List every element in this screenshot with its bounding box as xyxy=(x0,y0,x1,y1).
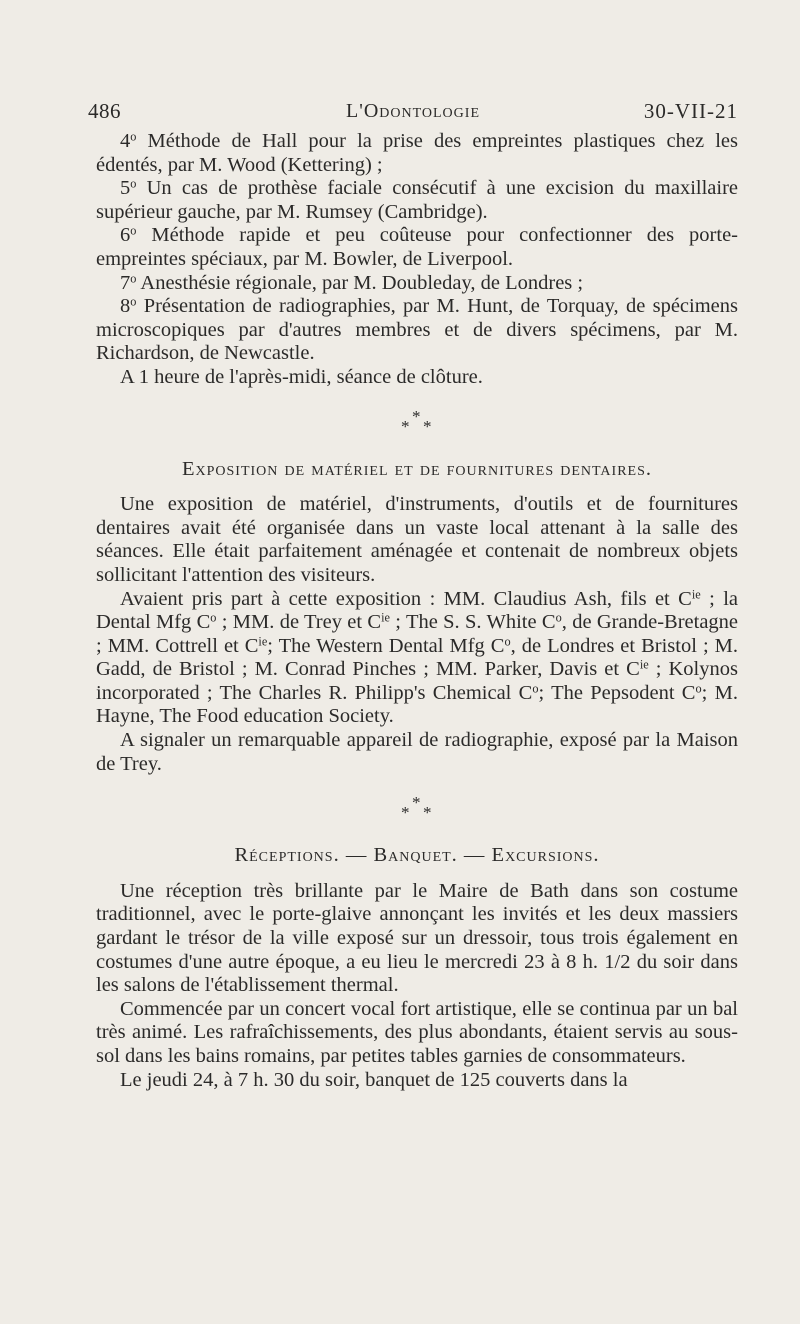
asterism-separator xyxy=(96,788,738,836)
page-body xyxy=(96,130,738,1092)
issue-date: 30-VII-21 xyxy=(643,99,738,123)
list-item xyxy=(96,295,738,366)
item-text: Anesthésie régionale, par M. Doubleday, de Londres ; xyxy=(136,271,584,294)
closing-line: A 1 heure de l'après-midi, séance de clôture. xyxy=(120,365,483,388)
item-text: Méthode de Hall pour la prise des empreintes plastiques chez les édentés, par M. Wood (Kettering) ; xyxy=(96,130,738,176)
paragraph: Une exposition de matériel, d'instruments, d'outils et de fournitures dentaires avait été organisée dans un vaste local attenant à la salle des séances. Elle était parfaitement aménagée et contenait de nombreux objets sollicitant l'attention des visiteurs. xyxy=(96,493,738,586)
asterisk: * xyxy=(423,803,432,823)
item-number: 4 xyxy=(120,130,131,152)
item-number: 6 xyxy=(120,224,131,247)
list-item xyxy=(96,224,738,271)
list-item xyxy=(96,177,738,224)
item-number: 8 xyxy=(120,295,131,318)
list-item xyxy=(96,272,738,296)
running-header xyxy=(88,96,738,126)
journal-title: L'Odontologie xyxy=(346,100,480,122)
ordinal-mark: o xyxy=(130,270,137,285)
asterisk: * xyxy=(401,416,410,436)
asterisk: * xyxy=(423,416,432,436)
item-number: 5 xyxy=(120,177,131,200)
item-text: Méthode rapide et peu coûteuse pour confectionner des porte-empreintes spéciaux, par M. Bowler, de Liverpool. xyxy=(96,224,738,270)
ordinal-mark: o xyxy=(130,223,137,238)
list-item xyxy=(96,130,738,177)
ordinal-mark: o xyxy=(130,129,137,144)
page-number: 486 xyxy=(88,99,121,123)
section-heading: Réceptions. — Banquet. — Excursions. xyxy=(234,844,600,867)
paragraph: Le jeudi 24, à 7 h. 30 du soir, banquet de 125 couverts dans la xyxy=(120,1068,628,1091)
item-text: Présentation de radiographies, par M. Hunt, de Torquay, de spécimens microscopiques par d'autres membres et de divers spécimens, par M. Richardson, de Newcastle. xyxy=(96,295,738,365)
ordinal-mark: o xyxy=(130,294,137,309)
paragraph: Avaient pris part à cette exposition : MM. Claudius Ash, fils et $C^{ie}$ ; la Dental Mfg $C^o$ ; MM. de Trey et $C^{ie}$ ; The S. S. White $C^o$, de Grande-Bretagne ; MM. Cottrell et $C^{ie}$; The Western Dental Mfg $C^o$, de Londres et Bristol ; M. Gadd, de Bristol ; M. Conrad Pinches ; MM. Parker, Davis et $C^{ie}$ ; Kolynos incorporated ; The Charles R. Philipp's Chemical $C^o$; The Pepsodent $C^o$; M. Hayne, The Food education Society. xyxy=(96,586,739,728)
asterism-separator xyxy=(96,402,738,450)
item-number: 7 xyxy=(120,271,131,294)
paragraph: Une réception très brillante par le Maire de Bath dans son costume traditionnel, avec le porte-glaive annonçant les invités et les deux massiers gardant le trésor de la ville exposé sur un dressoir, tous trois également en costumes d'une autre époque, a eu lieu le mercredi 23 à 8 h. 1/2 du soir dans les salons de l'établissement thermal. xyxy=(96,879,738,997)
item-text: Un cas de prothèse faciale consécutif à une excision du maxillaire supérieur gauche, par M. Rumsey (Cambridge). xyxy=(96,177,738,223)
asterisk: * xyxy=(412,793,421,813)
section-heading: Exposition de matériel et de fournitures dentaires. xyxy=(181,457,653,480)
ordinal-mark: o xyxy=(130,176,137,191)
paragraph: Commencée par un concert vocal fort artistique, elle se continua par un bal très animé. Les rafraîchissements, des plus abondants, étaient servis au sous-sol dans les bains romains, par petites tables garnies de consommateurs. xyxy=(96,997,738,1067)
paragraph: A signaler un remarquable appareil de radiographie, exposé par la Maison de Trey. xyxy=(96,729,738,775)
asterisk: * xyxy=(401,803,410,823)
asterisk: * xyxy=(412,406,421,426)
